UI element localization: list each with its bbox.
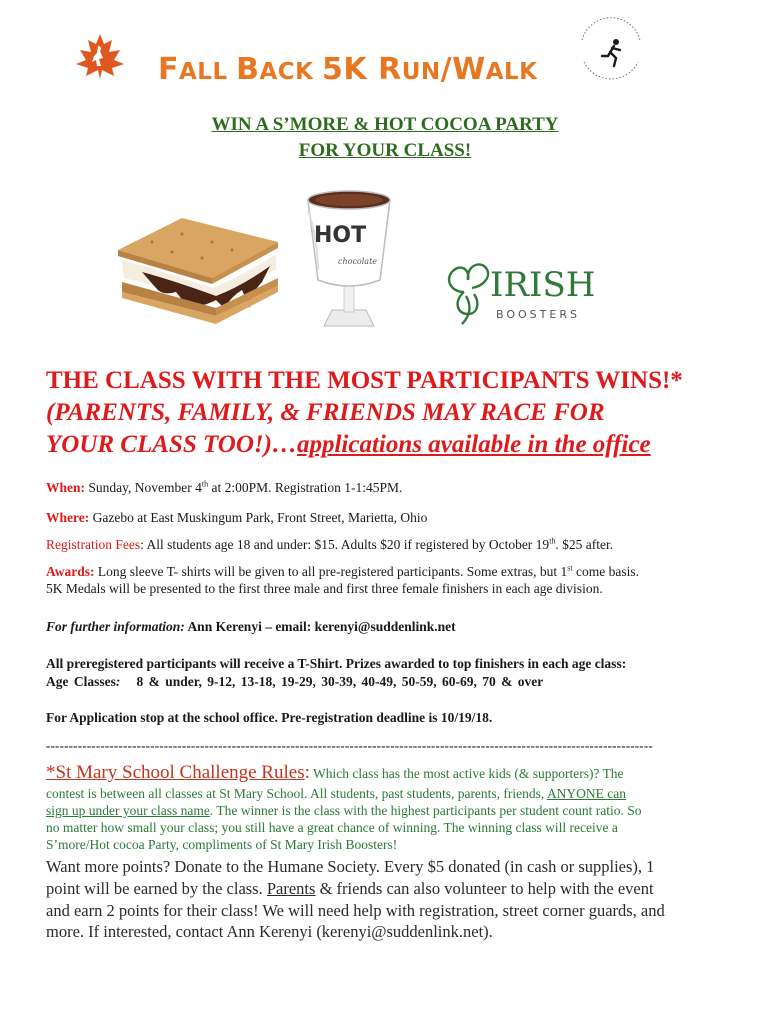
rules-line-4: no matter how small your class; you still have a great chance of winning. The winning class will receive a xyxy=(46,820,618,835)
rules-title: St Mary School Challenge Rules xyxy=(55,762,305,783)
where-line xyxy=(46,510,427,526)
age-classes-line xyxy=(46,674,543,690)
rules-text: contest is between all classes at St Mary School. All students, past students, parents, friends, xyxy=(46,786,547,801)
awards-line-1 xyxy=(46,564,639,580)
headline-line-2: (PARENTS, FAMILY, & FRIENDS MAY RACE FOR xyxy=(46,399,605,426)
points-text: & friends can also volunteer to help with the event xyxy=(315,879,654,898)
contact-info-line xyxy=(46,619,456,635)
points-line-4: more. If interested, contact Ann Kerenyi (kerenyi@suddenlink.net). xyxy=(46,922,493,941)
maple-leaf-runner-logo xyxy=(74,32,126,80)
rules-text: . The winner is the class with the highest participants per student count ratio. So xyxy=(209,803,642,818)
subtitle-line-2: FOR YOUR CLASS! xyxy=(298,140,472,161)
application-deadline-line: For Application stop at the school office. Pre-registration deadline is 10/19/18. xyxy=(46,710,493,725)
running-club-logo xyxy=(574,12,648,88)
cup-hot-text: HOT xyxy=(314,223,367,248)
rules-signup: sign up under your class name xyxy=(46,803,210,818)
rules-line-5: S’more/Hot cocoa Party, compliments of St Mary Irish Boosters! xyxy=(46,837,398,852)
subtitle-line-1: WIN A S’MORE & HOT COCOA PARTY xyxy=(211,114,559,135)
age-classes-colon: : xyxy=(115,674,121,689)
cup-script-text: chocolate xyxy=(338,257,378,266)
awards-text: Long sleeve T- shirts will be given to all pre-registered participants. Some extras, but 1 xyxy=(97,564,568,579)
rules-colon: : xyxy=(304,762,310,783)
headline-line-3 xyxy=(46,431,651,459)
awards-line-2: 5K Medals will be presented to the first three male and first three female finishers in each age division. xyxy=(46,581,603,596)
headline-line-3-text: YOUR CLASS TOO!)… xyxy=(46,431,297,458)
title-part: B xyxy=(236,52,260,87)
title-part: F xyxy=(158,52,179,87)
when-label: When: xyxy=(46,480,86,495)
title-part: 5K R xyxy=(322,52,402,87)
irish-boosters-logo xyxy=(436,252,620,328)
when-date-suffix: th xyxy=(201,479,209,489)
hot-cocoa-cup-image xyxy=(300,180,398,330)
title-part: ALK xyxy=(485,59,538,85)
where-label: Where: xyxy=(46,510,90,525)
points-line-1: Want more points? Donate to the Humane Society. Every $5 donated (in cash or supplies), 1 xyxy=(46,857,655,876)
event-title xyxy=(158,52,537,87)
title-part: /W xyxy=(440,52,486,87)
rules-star: * xyxy=(46,762,56,783)
when-time: at 2:00PM. Registration 1-1:45PM. xyxy=(211,480,403,495)
fees-line xyxy=(46,537,613,553)
title-part: ACK xyxy=(259,59,323,85)
fees-text: : All students age 18 and under: $15. Adults $20 if registered by October 19 xyxy=(140,537,550,552)
when-line xyxy=(46,480,402,496)
rules-question: Which class has the most active kids (& supporters)? The xyxy=(309,766,624,781)
rules-anyone: ANYONE can xyxy=(546,786,627,801)
points-line-2 xyxy=(46,879,654,899)
boosters-word: BOOSTERS xyxy=(496,308,580,321)
where-text: Gazebo at East Muskingum Park, Front Street, Marietta, Ohio xyxy=(92,510,428,525)
preregistration-line: All preregistered participants will receive a T-Shirt. Prizes awarded to top finishers in each age class: xyxy=(46,656,627,671)
title-part: UN xyxy=(401,59,441,85)
rules-line-3 xyxy=(46,803,642,819)
applications-note: applications available in the office xyxy=(296,431,651,458)
points-line-3: and earn 2 points for their class! We will need help with registration, street corner guards, and xyxy=(46,901,665,920)
parents-word: Parents xyxy=(266,879,316,898)
awards-text-end: come basis. xyxy=(575,564,639,579)
rules-title-line xyxy=(46,762,624,784)
contact-text: Ann Kerenyi – email: kerenyi@suddenlink.net xyxy=(187,619,456,634)
headline-line-1: THE CLASS WITH THE MOST PARTICIPANTS WINS!* xyxy=(46,367,683,394)
contact-label: For further information: xyxy=(46,619,185,634)
when-date: Sunday, November 4 xyxy=(88,480,202,495)
points-text: point will be earned by the class. xyxy=(46,879,267,898)
age-classes-label: Age Classes xyxy=(46,674,116,689)
irish-word: IRISH xyxy=(490,265,596,305)
fees-date-suffix: th xyxy=(549,536,556,546)
fees-late-text: . $25 after. xyxy=(555,537,614,552)
smore-image xyxy=(112,212,284,330)
awards-suffix: st xyxy=(567,563,573,573)
rules-line-2 xyxy=(46,786,626,802)
title-part: ALL xyxy=(179,59,237,85)
fees-label: Registration Fees xyxy=(46,537,141,552)
age-classes-list: 8 & under, 9-12, 13-18, 19-29, 30-39, 40-49, 50-59, 60-69, 70 & over xyxy=(136,674,544,689)
dashed-divider: -------------------------------------------------------------------------------------------------------------------------------------- xyxy=(46,738,653,753)
awards-label: Awards: xyxy=(46,564,95,579)
